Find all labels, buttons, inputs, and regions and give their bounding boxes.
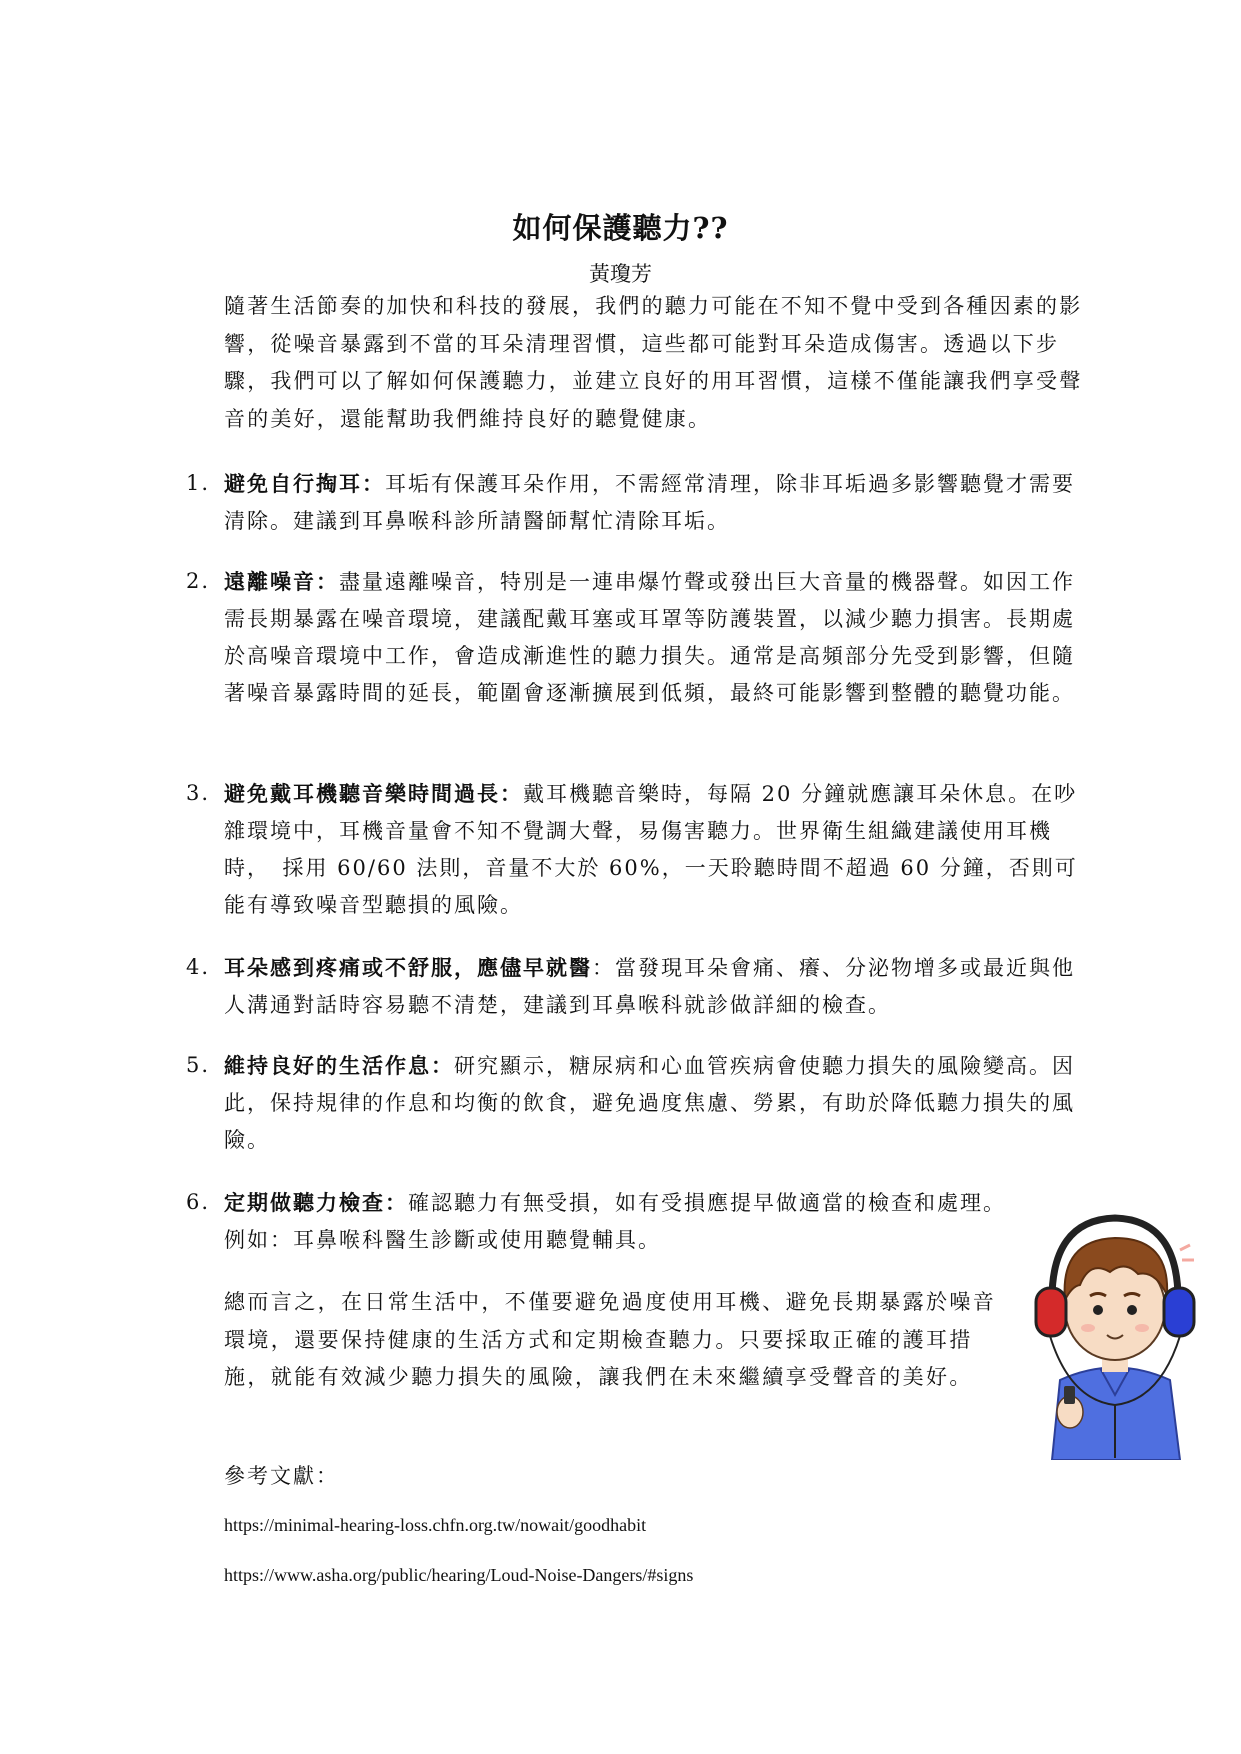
- reference-link-2[interactable]: https://www.asha.org/public/hearing/Loud-Noise-Dangers/#signs: [224, 1565, 694, 1585]
- list-item: [186, 1184, 1006, 1259]
- references-title: 參考文獻：: [224, 1464, 339, 1488]
- item-text: 戴耳機聽音樂時，每隔 20 分鐘就應讓耳朵休息。在吵雜環境中，耳機音量會不知不覺調大聲，易傷害聽力。世界衛生組織建議使用耳機時， 採用 60/60 法則，音量不大於 60%，一天聆聽時間不超過 60 分鐘，否則可能有導致噪音型聽損的風險。: [224, 782, 1078, 917]
- item-lead: 避免自行掏耳：: [224, 471, 385, 496]
- list-item: [186, 1047, 1086, 1159]
- item-lead: 耳朵感到疼痛或不舒服，應儘早就醫: [224, 955, 592, 980]
- item-lead: 定期做聽力檢查：: [224, 1190, 408, 1215]
- reference-link-1[interactable]: https://minimal-hearing-loss.chfn.org.tw/nowait/goodhabit: [224, 1515, 647, 1535]
- right-earcup: [1164, 1288, 1194, 1336]
- item-lead: 避免戴耳機聽音樂時間過長：: [224, 781, 523, 806]
- item-text: 盡量遠離噪音，特別是一連串爆竹聲或發出巨大音量的機器聲。如因工作需長期暴露在噪音環境，建議配戴耳塞或耳罩等防護裝置，以減少聽力損害。長期處於高噪音環境中工作，會造成漸進性的聽力損失。通常是高頻部分先受到影響，但隨著噪音暴露時間的延長，範圍會逐漸擴展到低頻，最終可能影響到整體的聽覺功能。: [224, 570, 1075, 705]
- item-number: 5.: [186, 1053, 211, 1077]
- item-lead: 維持良好的生活作息：: [224, 1053, 454, 1078]
- item-lead: 遠離噪音：: [224, 569, 339, 594]
- author-name: 黃瓊芳: [589, 262, 652, 286]
- item-number: 6.: [186, 1190, 211, 1214]
- item-number: 2.: [186, 569, 211, 593]
- item-text: 研究顯示，糖尿病和心血管疾病會使聽力損失的風險變高。因此，保持規律的作息和均衡的飲食，避免過度焦慮、勞累，有助於降低聽力損失的風險。: [224, 1054, 1075, 1152]
- summary-paragraph: 總而言之，在日常生活中，不僅要避免過度使用耳機、避免長期暴露於噪音環境，還要保持健康的生活方式和定期檢查聽力。只要採取正確的護耳措施，就能有效減少聽力損失的風險，讓我們在未來繼續享受聲音的美好。: [224, 1290, 997, 1389]
- intro-paragraph: 隨著生活節奏的加快和科技的發展，我們的聽力可能在不知不覺中受到各種因素的影響，從噪音暴露到不當的耳朵清理習慣，這些都可能對耳朵造成傷害。透過以下步驟，我們可以了解如何保護聽力，並建立良好的用耳習慣，這樣不僅能讓我們享受聲音的美好，還能幫助我們維持良好的聽覺健康。: [224, 294, 1083, 431]
- item-number: 4.: [186, 955, 211, 979]
- item-text: ：當發現耳朵會痛、癢、分泌物增多或最近與他人溝通對話時容易聽不清楚，建議到耳鼻喉科就診做詳細的檢查。: [224, 956, 1075, 1017]
- list-item: [186, 465, 1086, 540]
- headphone-boy-illustration: [1030, 1190, 1200, 1460]
- item-text: 耳垢有保護耳朵作用，不需經常清理，除非耳垢過多影響聽覺才需要清除。建議到耳鼻喉科診所請醫師幫忙清除耳垢。: [224, 472, 1075, 533]
- list-item: [186, 949, 1086, 1024]
- left-earcup: [1036, 1288, 1066, 1336]
- page-title: 如何保護聽力??: [512, 211, 729, 245]
- list-item: [186, 775, 1086, 924]
- item-number: 1.: [186, 471, 211, 495]
- item-text: 確認聽力有無受損，如有受損應提早做適當的檢查和處理。例如：耳鼻喉科醫生診斷或使用聽覺輔具。: [224, 1191, 1006, 1252]
- item-number: 3.: [186, 781, 211, 805]
- list-item: [186, 563, 1086, 712]
